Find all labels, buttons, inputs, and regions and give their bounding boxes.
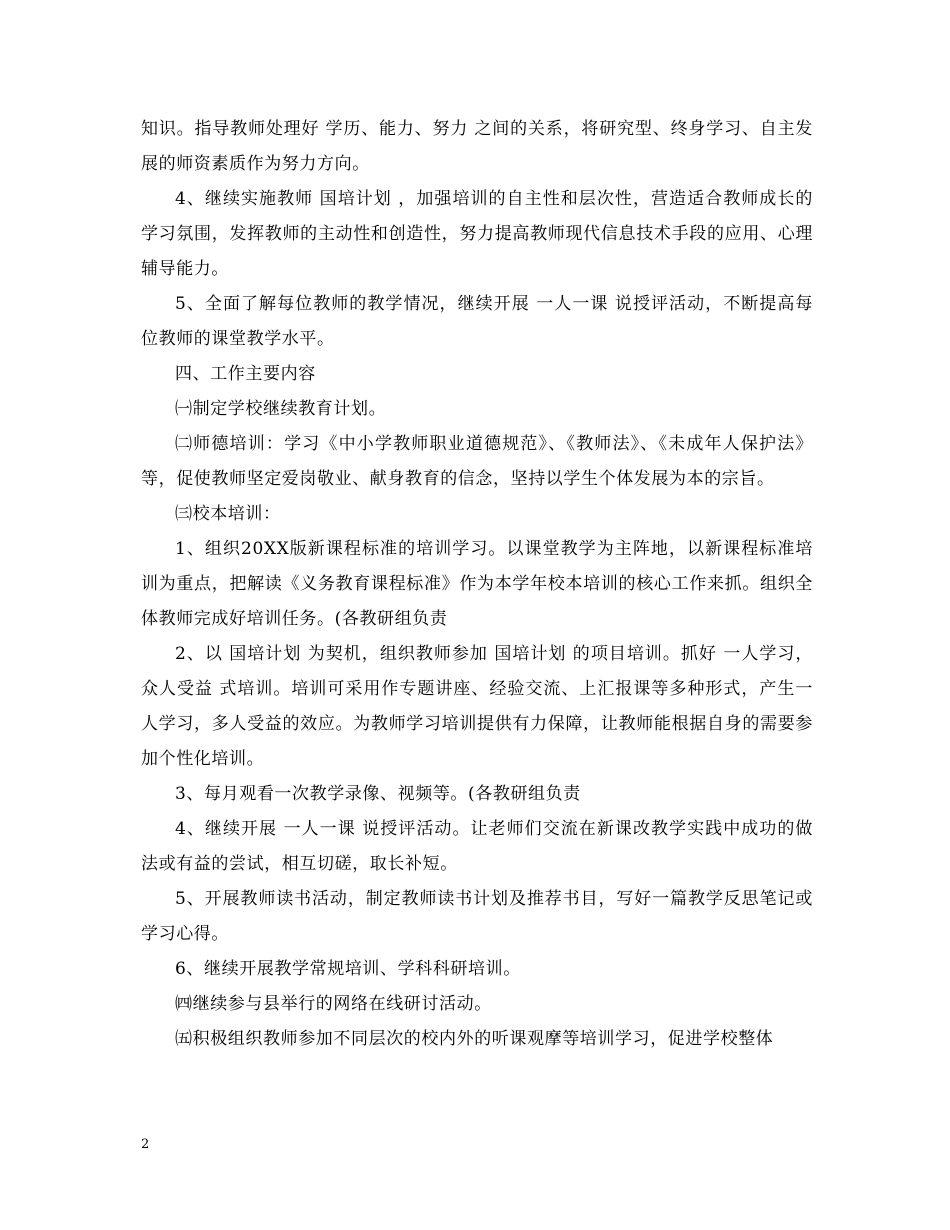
paragraph-15: ㈤积极组织教师参加不同层次的校内外的听课观摩等培训学习，促进学校整体 <box>175 1029 774 1049</box>
section-heading-4: 四、工作主要内容 <box>175 364 316 384</box>
paragraph-1: 知识。指导教师处理好 学历、能力、努力 之间的关系，将研究型、终身学习、自主发展的师资素质作为努力方向。 <box>141 119 813 174</box>
document-body <box>141 112 813 1057</box>
paragraph-5: ㈠制定学校继续教育计划。 <box>175 399 387 419</box>
page-number: 2 <box>141 1137 150 1152</box>
paragraph-7: ㈢校本培训： <box>175 504 281 524</box>
paragraph-3: 5、全面了解每位教师的教学情况，继续开展 一人一课 说授评活动，不断提高每位教师的课堂教学水平。 <box>141 294 813 349</box>
paragraph-14: ㈣继续参与县举行的网络在线研讨活动。 <box>175 994 492 1014</box>
paragraph-6: ㈡师德培训：学习《中小学教师职业道德规范》、《教师法》、《未成年人保护法》等，促使教师坚定爱岗敬业、献身教育的信念，坚持以学生个体发展为本的宗旨。 <box>141 434 813 489</box>
paragraph-10: 3、每月观看一次教学录像、视频等。(各教研组负责 <box>175 784 581 804</box>
paragraph-2: 4、继续实施教师 国培计划 ，加强培训的自主性和层次性，营造适合教师成长的学习氛围，发挥教师的主动性和创造性，努力提高教师现代信息技术手段的应用、心理辅导能力。 <box>141 189 813 279</box>
paragraph-13: 6、继续开展教学常规培训、学科科研培训。 <box>175 959 521 979</box>
paragraph-11: 4、继续开展 一人一课 说授评活动。让老师们交流在新课改教学实践中成功的做法或有益的尝试，相互切磋，取长补短。 <box>141 819 813 874</box>
paragraph-8: 1、组织20XX版新课程标准的培训学习。以课堂教学为主阵地，以新课程标准培训为重点，把解读《义务教育课程标准》作为本学年校本培训的核心工作来抓。组织全体教师完成好培训任务。(各教研组负责 <box>141 539 813 629</box>
paragraph-12: 5、开展教师读书活动，制定教师读书计划及推荐书目，写好一篇教学反思笔记或学习心得。 <box>141 889 813 944</box>
paragraph-9: 2、以 国培计划 为契机，组织教师参加 国培计划 的项目培训。抓好 一人学习，众人受益 式培训。培训可采用作专题讲座、经验交流、上汇报课等多种形式，产生一人学习，多人受益的效应。为教师学习培训提供有力保障，让教师能根据自身的需要参加个性化培训。 <box>141 644 813 769</box>
